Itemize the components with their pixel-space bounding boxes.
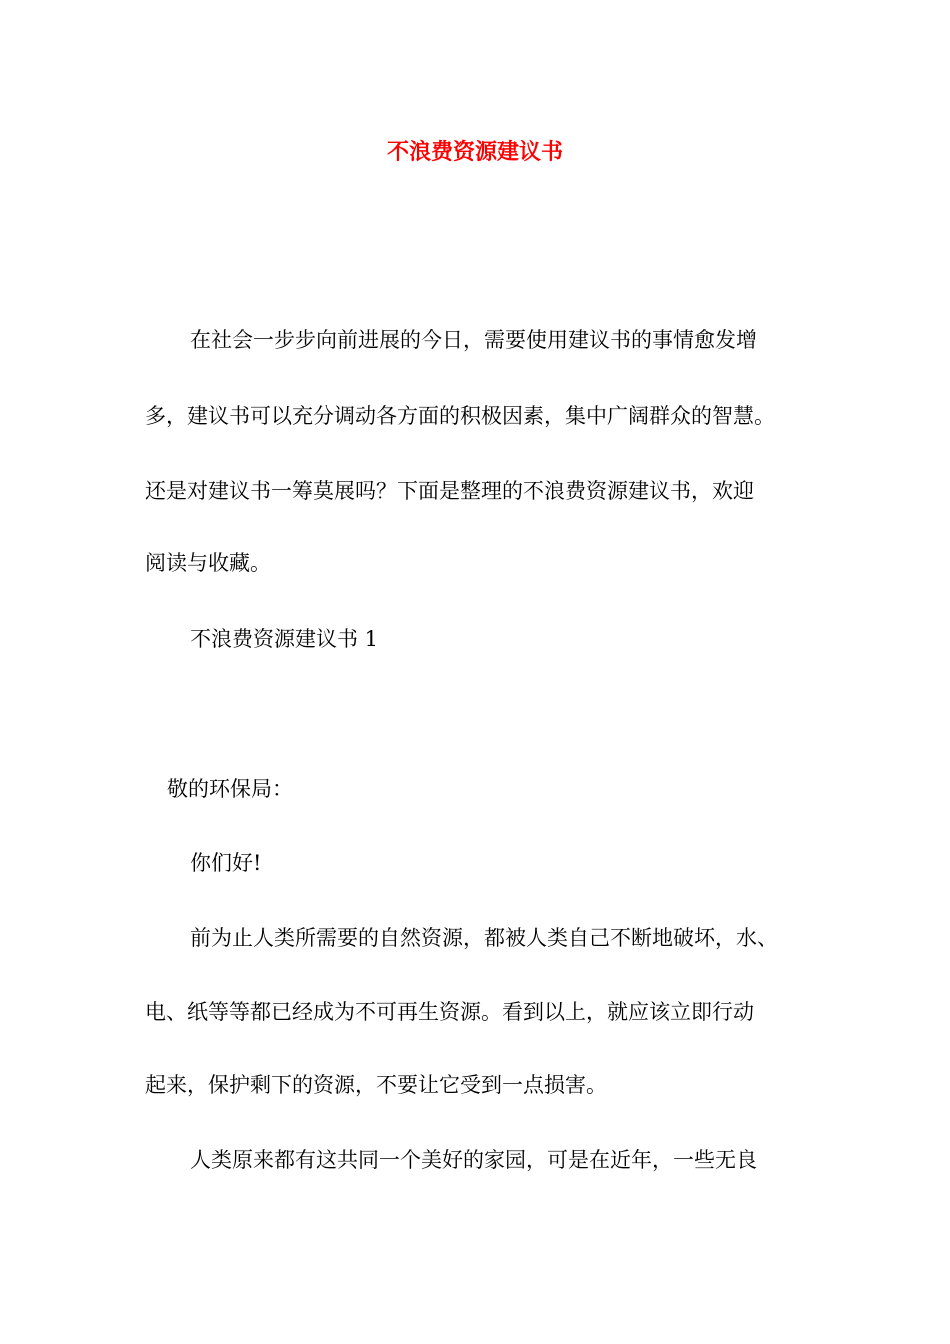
paragraph-line: 人类原来都有这共同一个美好的家园，可是在近年，一些无良 xyxy=(190,1148,757,1172)
paragraph-line: 多，建议书可以充分调动各方面的积极因素，集中广阔群众的智慧。 xyxy=(145,404,775,428)
greeting: 你们好! xyxy=(190,851,262,875)
salutation: 敬的环保局： xyxy=(167,777,293,801)
paragraph-line: 前为止人类所需要的自然资源，都被人类自己不断地破坏，水、 xyxy=(190,926,778,950)
paragraph-line: 起来，保护剩下的资源，不要让它受到一点损害。 xyxy=(145,1073,607,1097)
document-title: 不浪费资源建议书 xyxy=(386,139,563,165)
paragraph-line: 在社会一步步向前进展的今日，需要使用建议书的事情愈发增 xyxy=(190,328,757,352)
paragraph-line: 还是对建议书一筹莫展吗？下面是整理的不浪费资源建议书，欢迎 xyxy=(145,479,754,503)
paragraph-line: 电、纸等等都已经成为不可再生资源。看到以上，就应该立即行动 xyxy=(145,1000,754,1024)
section-heading: 不浪费资源建议书 1 xyxy=(190,627,379,651)
paragraph-line: 阅读与收藏。 xyxy=(145,551,271,575)
